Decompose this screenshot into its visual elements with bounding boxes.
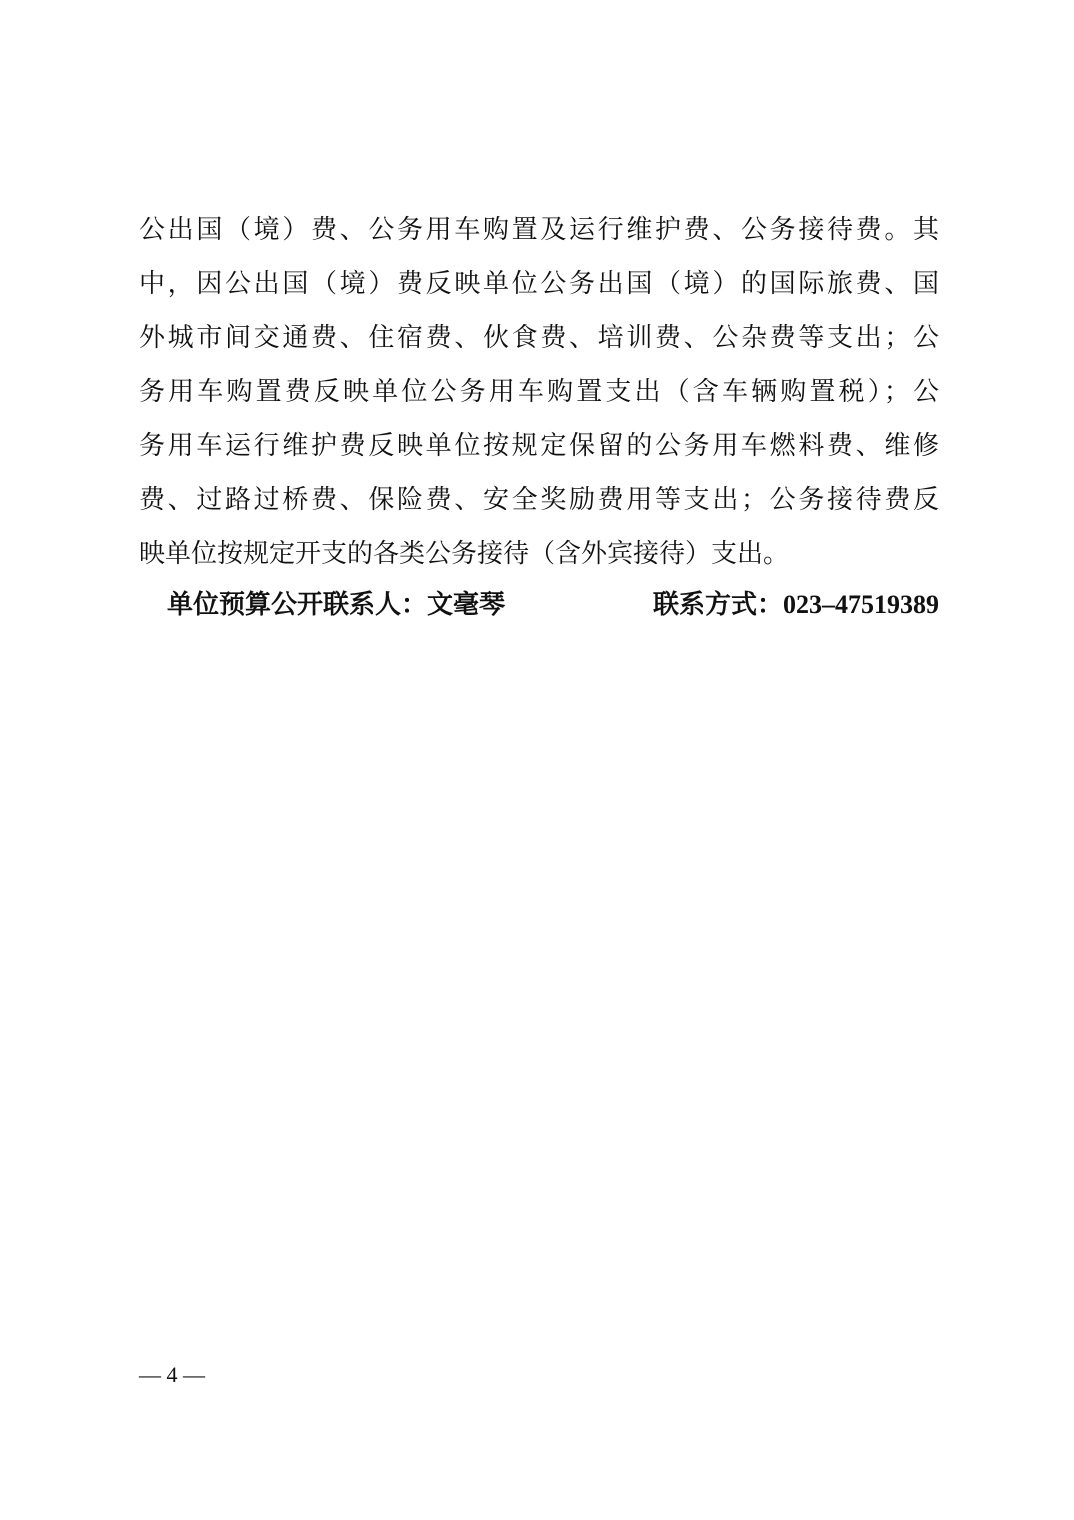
page-number: — 4 — (139, 1362, 205, 1387)
body-paragraph (139, 203, 939, 581)
paragraph-line: 中，因公出国（境）费反映单位公务出国（境）的国际旅费、国 (139, 269, 939, 299)
paragraph-line: 公出国（境）费、公务用车购置及运行维护费、公务接待费。其 (139, 215, 939, 245)
paragraph-line: 务用车运行维护费反映单位按规定保留的公务用车燃料费、维修 (139, 431, 939, 461)
paragraph-line: 费、过路过桥费、保险费、安全奖励费用等支出；公务接待费反 (139, 485, 939, 515)
paragraph-line: 映单位按规定开支的各类公务接待（含外宾接待）支出。 (139, 539, 790, 569)
contact-phone: 联系方式：023–47519389 (652, 590, 939, 619)
paragraph-line: 外城市间交通费、住宿费、伙食费、培训费、公杂费等支出；公 (139, 323, 939, 353)
contact-line (167, 578, 939, 632)
paragraph-line: 务用车购置费反映单位公务用车购置支出（含车辆购置税）；公 (139, 377, 939, 407)
contact-person: 单位预算公开联系人：文毫琴 (167, 590, 506, 620)
